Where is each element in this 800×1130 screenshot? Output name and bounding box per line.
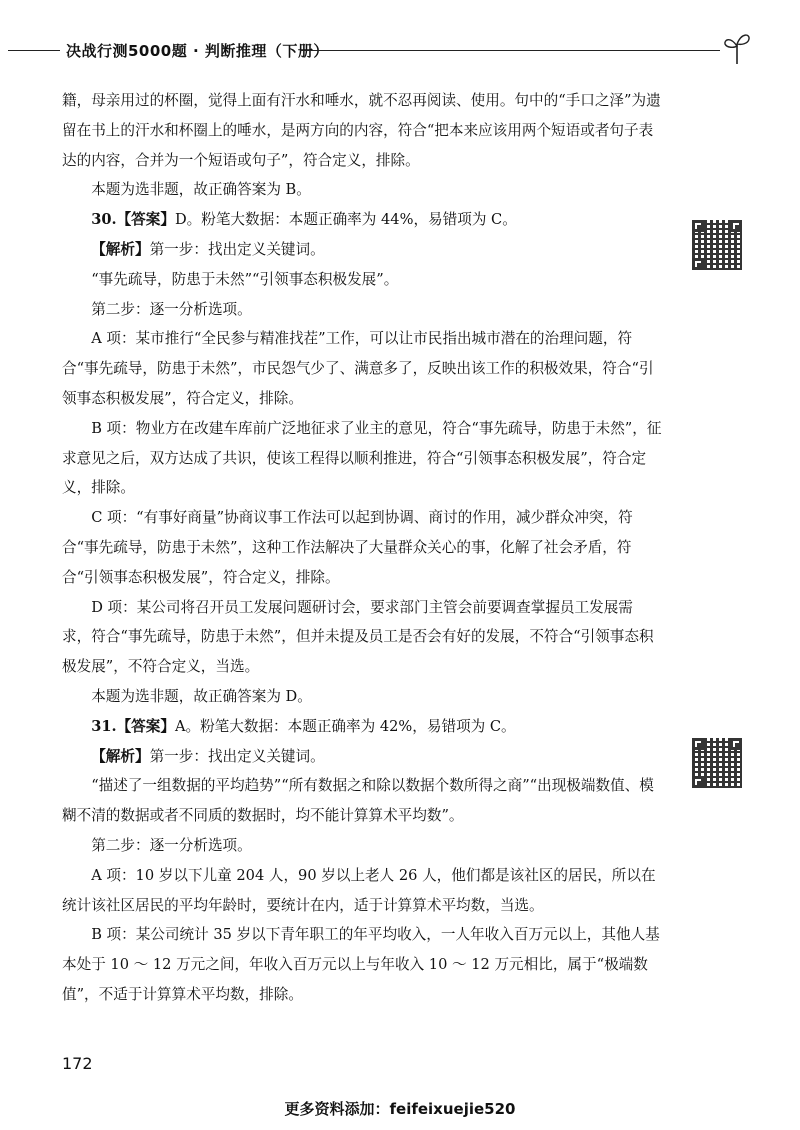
option-b-31: B 项：某公司统计 35 岁以下青年职工的年平均收入，一人年收入百万元以上，其他人基本处于 10 ～ 12 万元之间，年收入百万元以上与年收入 10 ～ 12 万元相比，属于“极端数值”，不适于计算算术平均数，排除。 xyxy=(62,926,660,1003)
paragraph-5: 第二步：逐一分析选项。 xyxy=(91,300,252,318)
analysis-text: 第一步：找出定义关键词。 xyxy=(149,747,325,765)
qr-finder xyxy=(692,220,704,232)
paragraph-13: “描述了一组数据的平均趋势”“所有数据之和除以数据个数所得之商”“出现极端数值、模糊不清的数据或者不同质的数据时，均不能计算算术平均数”。 xyxy=(62,777,654,825)
qr-finder xyxy=(692,776,704,788)
option-b-30: B 项：物业方在改建车库前广泛地征求了业主的意见，符合“事先疏导，防患于未然”，征求意见之后，双方达成了共识，使该工程得以顺利推进，符合“引领事态积极发展”，符合定义，排除。 xyxy=(62,419,662,497)
option-d-30: D 项：某公司将召开员工发展问题研讨会，要求部门主管会前要调查掌握员工发展需求，符合“事先疏导，防患于未然”，但并未提及员工是否会有好的发展，不符合“引领事态积极发展”，不符合定义，当选。 xyxy=(62,598,654,676)
header-rule-right xyxy=(300,50,720,51)
qr-finder xyxy=(730,220,742,232)
answer-label: 31.【答案】 xyxy=(91,717,175,735)
option-c-30: C 项：“有事好商量”协商议事工作法可以起到协调、商讨的作用，减少群众冲突，符合“事先疏导，防患于未然”，这种工作法解决了大量群众关心的事，化解了社会矛盾，符合“引领事态积极发展”，符合定义，排除。 xyxy=(62,509,633,586)
paragraph-14: 第二步：逐一分析选项。 xyxy=(91,836,252,854)
footer-note: 更多资料添加：feifeixuejie520 xyxy=(284,1100,516,1118)
analysis-label: 【解析】 xyxy=(91,747,150,765)
paragraph-4: “事先疏导，防患于未然”“引领事态积极发展”。 xyxy=(91,270,399,288)
option-a-31: A 项：10 岁以下儿童 204 人，90 岁以上老人 26 人，他们都是该社区的居民，所以在统计该社区居民的平均年龄时，要统计在内，适于计算算术平均数，当选。 xyxy=(62,866,656,914)
paragraph-0: 籍，母亲用过的杯圈，觉得上面有汗水和唾水，就不忍再阅读、使用。句中的“手口之泽”为遗留在书上的汗水和杯圈上的唾水，是两方向的内容，符合“把本来应该用两个短语或者句子表达的内容，合并为一个短语或句子”，符合定义，排除。 xyxy=(62,92,661,169)
sprout-icon xyxy=(722,30,752,66)
paragraph-10: 本题为选非题，故正确答案为 D。 xyxy=(91,687,312,705)
answer-31 xyxy=(62,712,662,742)
option-a-30: A 项：某市推行“全民参与精准找茬”工作，可以让市民指出城市潜在的治理问题，符合“事先疏导，防患于未然”，市民怨气少了、满意多了，反映出该工作的积极效果，符合“引领事态积极发展”，符合定义，排除。 xyxy=(62,330,654,407)
answer-text: D。粉笔大数据：本题正确率为 44%，易错项为 C。 xyxy=(174,211,517,229)
analysis-text: 第一步：找出定义关键词。 xyxy=(149,240,325,258)
book-title: 决战行测5000题 · 判断推理（下册） xyxy=(66,42,329,60)
answer-30 xyxy=(62,205,662,235)
qr-finder xyxy=(730,738,742,750)
qr-finder xyxy=(692,258,704,270)
answer-label: 30.【答案】 xyxy=(91,211,175,229)
answer-text: A。粉笔大数据：本题正确率为 42%，易错项为 C。 xyxy=(174,717,516,735)
analysis-label: 【解析】 xyxy=(91,240,150,258)
page-header xyxy=(0,38,800,62)
qr-code[interactable] xyxy=(692,220,742,270)
page-number: 172 xyxy=(62,1054,93,1073)
page-content xyxy=(62,86,662,1010)
qr-code[interactable] xyxy=(692,738,742,788)
qr-finder xyxy=(692,738,704,750)
paragraph-1: 本题为选非题，故正确答案为 B。 xyxy=(91,181,311,199)
header-rule-left xyxy=(8,50,60,51)
analysis-30 xyxy=(62,235,662,265)
analysis-31 xyxy=(62,742,662,772)
